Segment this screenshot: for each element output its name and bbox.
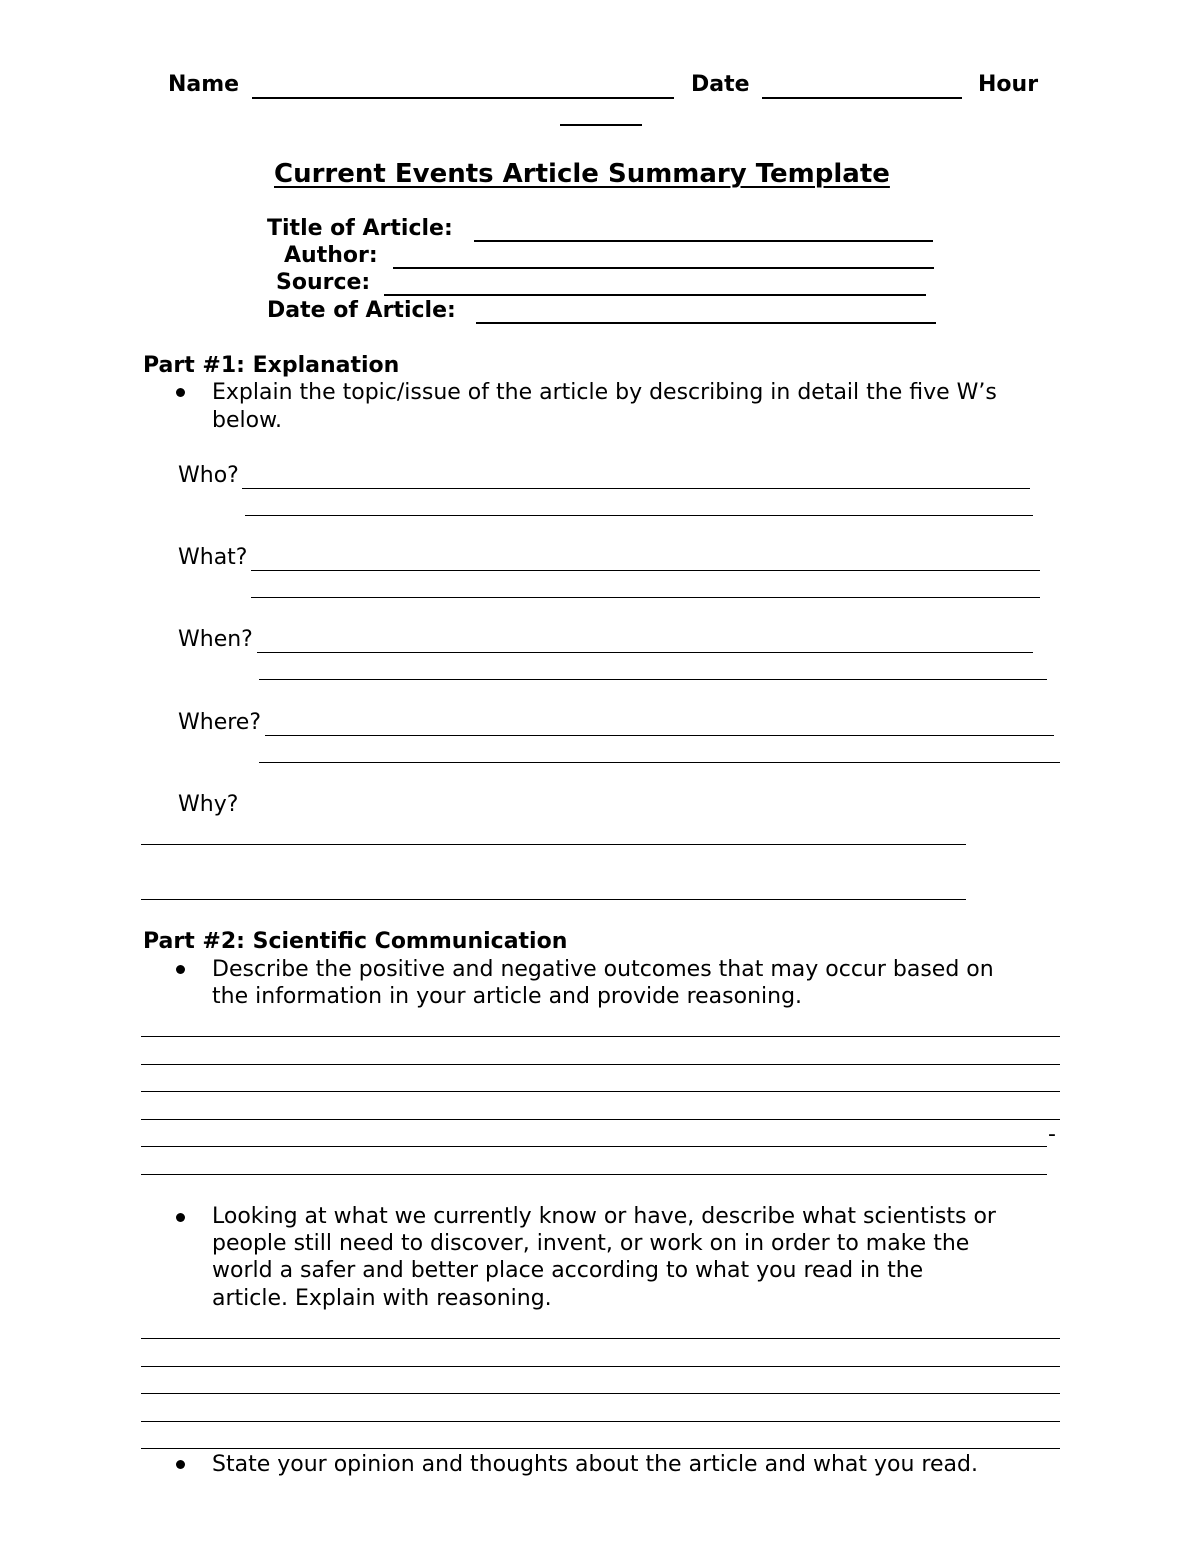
why-label: Why? <box>178 792 239 817</box>
page-title: Current Events Article Summary Template <box>274 159 890 189</box>
where-answer-line[interactable] <box>259 762 1060 763</box>
where-answer-line[interactable] <box>265 735 1054 736</box>
part1-heading: Part #1: Explanation <box>143 353 400 378</box>
answer-line[interactable] <box>141 1119 1060 1120</box>
why-answer-line[interactable] <box>141 844 966 845</box>
name-blank[interactable] <box>252 97 674 99</box>
what-answer-line[interactable] <box>251 570 1040 571</box>
article-title-blank[interactable] <box>474 240 933 242</box>
part2-prompt2-line4: article. Explain with reasoning. <box>212 1286 552 1311</box>
answer-line[interactable] <box>141 1146 1047 1147</box>
source-blank[interactable] <box>384 294 926 296</box>
article-date-blank[interactable] <box>476 322 936 324</box>
part1-instruction-cont: below. <box>212 408 283 433</box>
answer-line[interactable] <box>141 1421 1060 1422</box>
bullet-icon <box>176 965 185 974</box>
why-answer-line[interactable] <box>141 899 966 900</box>
answer-line[interactable] <box>141 1064 1060 1065</box>
when-answer-line[interactable] <box>257 652 1033 653</box>
hour-blank[interactable] <box>560 124 642 126</box>
part2-prompt1-line2: the information in your article and provide reasoning. <box>212 984 803 1009</box>
bullet-icon <box>176 1460 185 1469</box>
answer-line[interactable] <box>141 1174 1047 1175</box>
when-label: When? <box>178 627 253 652</box>
part2-prompt2-line2: people still need to discover, invent, or work on in order to make the <box>212 1231 970 1256</box>
answer-line[interactable] <box>141 1366 1060 1367</box>
part2-prompt3: State your opinion and thoughts about the article and what you read. <box>212 1452 978 1477</box>
article-date-label: Date of Article: <box>267 298 456 323</box>
who-label: Who? <box>178 463 239 488</box>
who-answer-line[interactable] <box>242 488 1030 489</box>
source-label: Source: <box>276 270 371 295</box>
name-label: Name <box>168 72 240 97</box>
answer-line[interactable] <box>141 1393 1060 1394</box>
author-label: Author: <box>284 243 378 268</box>
part2-prompt2-line3: world a safer and better place according to what you read in the <box>212 1258 924 1283</box>
answer-line[interactable] <box>141 1091 1060 1092</box>
what-label: What? <box>178 545 248 570</box>
answer-line[interactable] <box>141 1338 1060 1339</box>
who-answer-line[interactable] <box>245 515 1033 516</box>
bullet-icon <box>176 1213 185 1222</box>
stray-dash: - <box>1048 1122 1056 1147</box>
part2-prompt1-line1: Describe the positive and negative outcomes that may occur based on <box>212 957 994 982</box>
article-title-label: Title of Article: <box>267 216 453 241</box>
date-label: Date <box>691 72 750 97</box>
part1-instruction: Explain the topic/issue of the article by describing in detail the five W’s <box>212 380 997 405</box>
answer-line[interactable] <box>141 1448 1060 1449</box>
part2-prompt2-line1: Looking at what we currently know or have, describe what scientists or <box>212 1204 996 1229</box>
bullet-icon <box>176 388 185 397</box>
date-blank[interactable] <box>762 97 962 99</box>
answer-line[interactable] <box>141 1036 1060 1037</box>
what-answer-line[interactable] <box>251 597 1040 598</box>
where-label: Where? <box>178 710 262 735</box>
when-answer-line[interactable] <box>259 679 1047 680</box>
hour-label: Hour <box>978 72 1039 97</box>
part2-heading: Part #2: Scientific Communication <box>143 929 568 954</box>
author-blank[interactable] <box>393 267 934 269</box>
